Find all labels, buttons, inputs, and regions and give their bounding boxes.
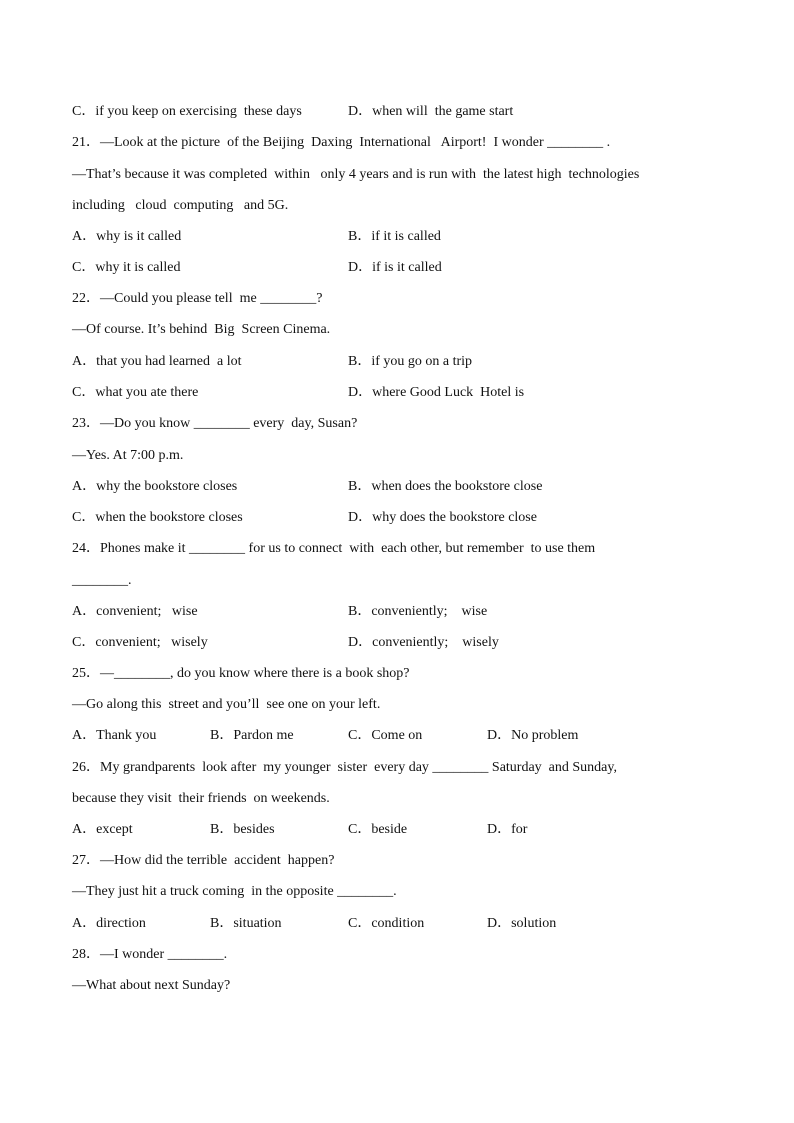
q27-option-b: B．situation [210,916,282,931]
q27-response: —They just hit a truck coming in the opposite ________. [72,884,397,899]
q27-option-c: C．condition [348,916,425,931]
q27-question: 27．—How did the terrible accident happen? [72,853,335,868]
q21-option-d: D．if is it called [348,260,442,275]
q25-option-b: B．Pardon me [210,728,294,743]
q24-option-a: A．convenient; wise [72,604,198,619]
q21-response-line1: —That’s because it was completed within only 4 years and is run with the latest high technologies [72,167,640,182]
q21-option-a: A．why is it called [72,229,182,244]
q26-question-line1: 26．My grandparents look after my younger sister every day ________ Saturday and Sunday, [72,760,617,775]
q23-response: —Yes. At 7:00 p.m. [72,448,184,463]
q20-option-d: D．when will the game start [348,104,514,119]
q23-option-d: D．why does the bookstore close [348,510,537,525]
q23-option-b: B．when does the bookstore close [348,479,543,494]
q26-option-b: B．besides [210,822,275,837]
q25-option-a: A．Thank you [72,728,157,743]
q23-question: 23．—Do you know ________ every day, Susan? [72,416,358,431]
q23-option-a: A．why the bookstore closes [72,479,238,494]
q21-question: 21．—Look at the picture of the Beijing Daxing International Airport! I wonder ________ . [72,135,611,150]
q25-response: —Go along this street and you’ll see one on your left. [72,697,381,712]
q26-question-line2: because they visit their friends on weekends. [72,791,330,806]
q24-question-line2: ________. [72,573,132,588]
q22-response: —Of course. It’s behind Big Screen Cinema. [72,322,331,337]
q20-option-c: C．if you keep on exercising these days [72,104,302,119]
q26-option-c: C．beside [348,822,408,837]
q26-option-a: A．except [72,822,133,837]
q25-question: 25．—________, do you know where there is a book shop? [72,666,410,681]
q23-option-c: C．when the bookstore closes [72,510,243,525]
q25-option-d: D．No problem [487,728,579,743]
q21-response-line2: including cloud computing and 5G. [72,198,289,213]
q22-option-b: B．if you go on a trip [348,354,473,369]
q24-option-c: C．convenient; wisely [72,635,208,650]
q22-option-c: C．what you ate there [72,385,199,400]
q24-option-b: B．conveniently; wise [348,604,488,619]
q28-response: —What about next Sunday? [72,978,231,993]
q24-option-d: D．conveniently; wisely [348,635,499,650]
q27-option-d: D．solution [487,916,557,931]
q24-question-line1: 24．Phones make it ________ for us to connect with each other, but remember to use them [72,541,596,556]
q26-option-d: D．for [487,822,528,837]
q27-option-a: A．direction [72,916,146,931]
q21-option-b: B．if it is called [348,229,441,244]
q22-option-a: A．that you had learned a lot [72,354,242,369]
q22-option-d: D．where Good Luck Hotel is [348,385,525,400]
q22-question: 22．—Could you please tell me ________? [72,291,323,306]
q21-option-c: C．why it is called [72,260,181,275]
q28-question: 28．—I wonder ________. [72,947,228,962]
q25-option-c: C．Come on [348,728,423,743]
